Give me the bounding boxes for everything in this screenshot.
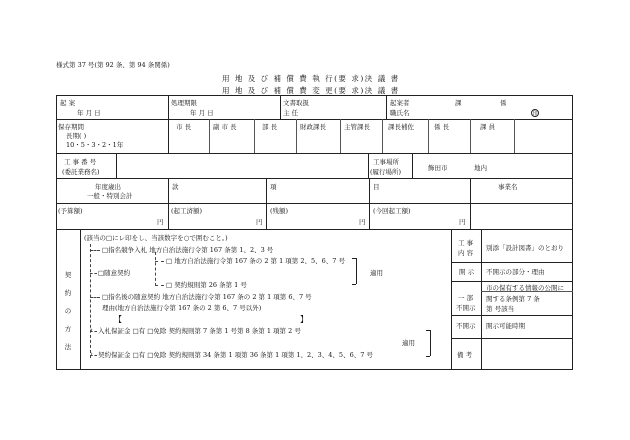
- method-note: (該当の□にレ印をし、当該数字を○で囲むこと。): [84, 234, 228, 242]
- bracket-icon: [430, 330, 431, 356]
- years-label: 10・5・3・2・1年: [66, 141, 124, 149]
- method-line-1: □指名競争入札 地方自治法施行令第 167 条第 1、2、3 号: [102, 246, 274, 254]
- title-line-1: 用 地 及 び 補 償 費 執 行(要 求)決 議 書: [222, 74, 400, 83]
- approver-assistant-chief: 課長補佐: [388, 123, 414, 131]
- kaiji-kano-text: 開示可能時期: [486, 322, 525, 330]
- bunsho-label: 文書取扱: [283, 99, 309, 107]
- kiansha-label: 起案者: [390, 99, 410, 107]
- kikou-label: (起工済額): [171, 207, 203, 215]
- zangaku-yen: 円: [359, 218, 366, 226]
- yosan-yen: 円: [157, 218, 164, 226]
- approver-mayor: 市 長: [176, 123, 192, 131]
- shunin-label: 主 任: [283, 109, 299, 117]
- konkai-yen: 円: [459, 218, 466, 226]
- tree-trunk: [90, 244, 91, 358]
- jorei-line-3: 第 号該当: [486, 305, 515, 313]
- form-number: 様式第 37 号(第 92 条、第 94 条関係): [56, 61, 170, 69]
- fukaiji-bubun-text: 不開示の部分・理由: [486, 268, 545, 276]
- method-line-2: □ 地方自治法施行令第 167 条の 2 第 1 項第 2、5、6、7 号: [166, 257, 345, 265]
- method-line-3: □随意契約: [98, 269, 131, 277]
- method-tekiyo-1: 適用: [370, 269, 383, 277]
- naiyo-label: 内 容: [458, 249, 474, 257]
- method-bracket-right: 】: [300, 315, 308, 324]
- title-line-2: 用 地 及 び 補 償 費 変 更(要 求)決 議 書: [222, 86, 400, 95]
- method-line-6: 理由(地方自治法施行令第 167 条の 2 第 6、7 号以外): [102, 304, 262, 312]
- kian-label: 起 案: [60, 99, 76, 107]
- koji-bango-label: 工 事 番 号: [64, 158, 97, 166]
- rikou-basho-label: (履行場所): [370, 168, 402, 176]
- shori-date: 年 月 日: [190, 109, 214, 117]
- koji-basho-label: 工事場所: [373, 158, 399, 166]
- zangaku-label: (残額): [270, 207, 289, 215]
- ichibu-label: 一 部: [458, 294, 474, 302]
- kakari-label: 係: [500, 99, 507, 107]
- moku-label: 目: [373, 183, 380, 191]
- jorei-line-1: 市の保有する情報の公開に: [486, 284, 564, 292]
- method-line-4: □ 契約規則第 26 条第 1 号: [166, 281, 247, 289]
- method-label: 契 約 の 方 法: [64, 271, 72, 351]
- method-line-5: □指名後の随意契約 地方自治法施行令第 167 条の 2 第 1 項第 6、7 号: [102, 293, 312, 301]
- betto-text: 別添「設計図書」のとおり: [486, 244, 564, 252]
- method-line-8: 契約保証金 □有 □免除 契約規則第 34 条第 1 項第 36 条第 1 項第 1、2、3、4、5、6、7 号: [98, 351, 373, 359]
- method-line-7: 入札保証金 □有 □免除 契約規則第 7 条第 1 号第 8 条第 1 項第 2 号: [98, 327, 301, 335]
- approver-director: 部 長: [262, 123, 278, 131]
- method-bracket-left: 【: [114, 315, 122, 324]
- chinai-label: 地内: [474, 164, 487, 172]
- seal-mark: 印: [532, 111, 538, 117]
- fukaiji-label-2: 不開示: [456, 322, 476, 330]
- choki-label: 長期( ): [66, 132, 87, 140]
- shori-label: 処理期限: [171, 99, 197, 107]
- approver-staff: 課 員: [480, 123, 496, 131]
- yosan-label: (予算額): [58, 207, 83, 215]
- kaikei-label: 一般・特別会計: [87, 192, 133, 200]
- kikou-yen: 円: [256, 218, 263, 226]
- hozon-label: 保存期間: [58, 123, 84, 131]
- biko-label: 備 考: [457, 351, 473, 359]
- approver-finance-chief: 財政課長: [300, 123, 326, 131]
- fukaiji-label: 不開示: [456, 304, 476, 312]
- kaiji-label: 開 示: [459, 268, 475, 276]
- approver-subsection-chief: 係 長: [434, 123, 450, 131]
- koji-label: 工 事: [458, 239, 474, 247]
- jorei-line-2: 関する条例第 7 条: [486, 295, 540, 303]
- shimei-label: 職氏名: [390, 109, 410, 117]
- nendo-label: 年度歳出: [95, 183, 121, 191]
- bracket-icon: [356, 258, 357, 284]
- arrow-icon: ›: [90, 350, 93, 358]
- jigyo-label: 事業名: [498, 183, 518, 191]
- kian-date: 年 月 日: [77, 109, 101, 117]
- konkai-label: (今回起工額): [373, 207, 411, 215]
- kan-label: 款: [172, 183, 179, 191]
- approver-section-chief: 主管課長: [344, 123, 370, 131]
- ka-label: 課: [455, 99, 462, 107]
- method-tekiyo-2: 適用: [402, 339, 415, 347]
- arrow-icon: ›: [90, 326, 93, 334]
- itaku-label: (委託業務名): [62, 168, 100, 176]
- approver-vice-mayor: 副 市 長: [213, 123, 237, 131]
- kou-label: 項: [270, 183, 277, 191]
- city-name: 飾田市: [428, 164, 448, 172]
